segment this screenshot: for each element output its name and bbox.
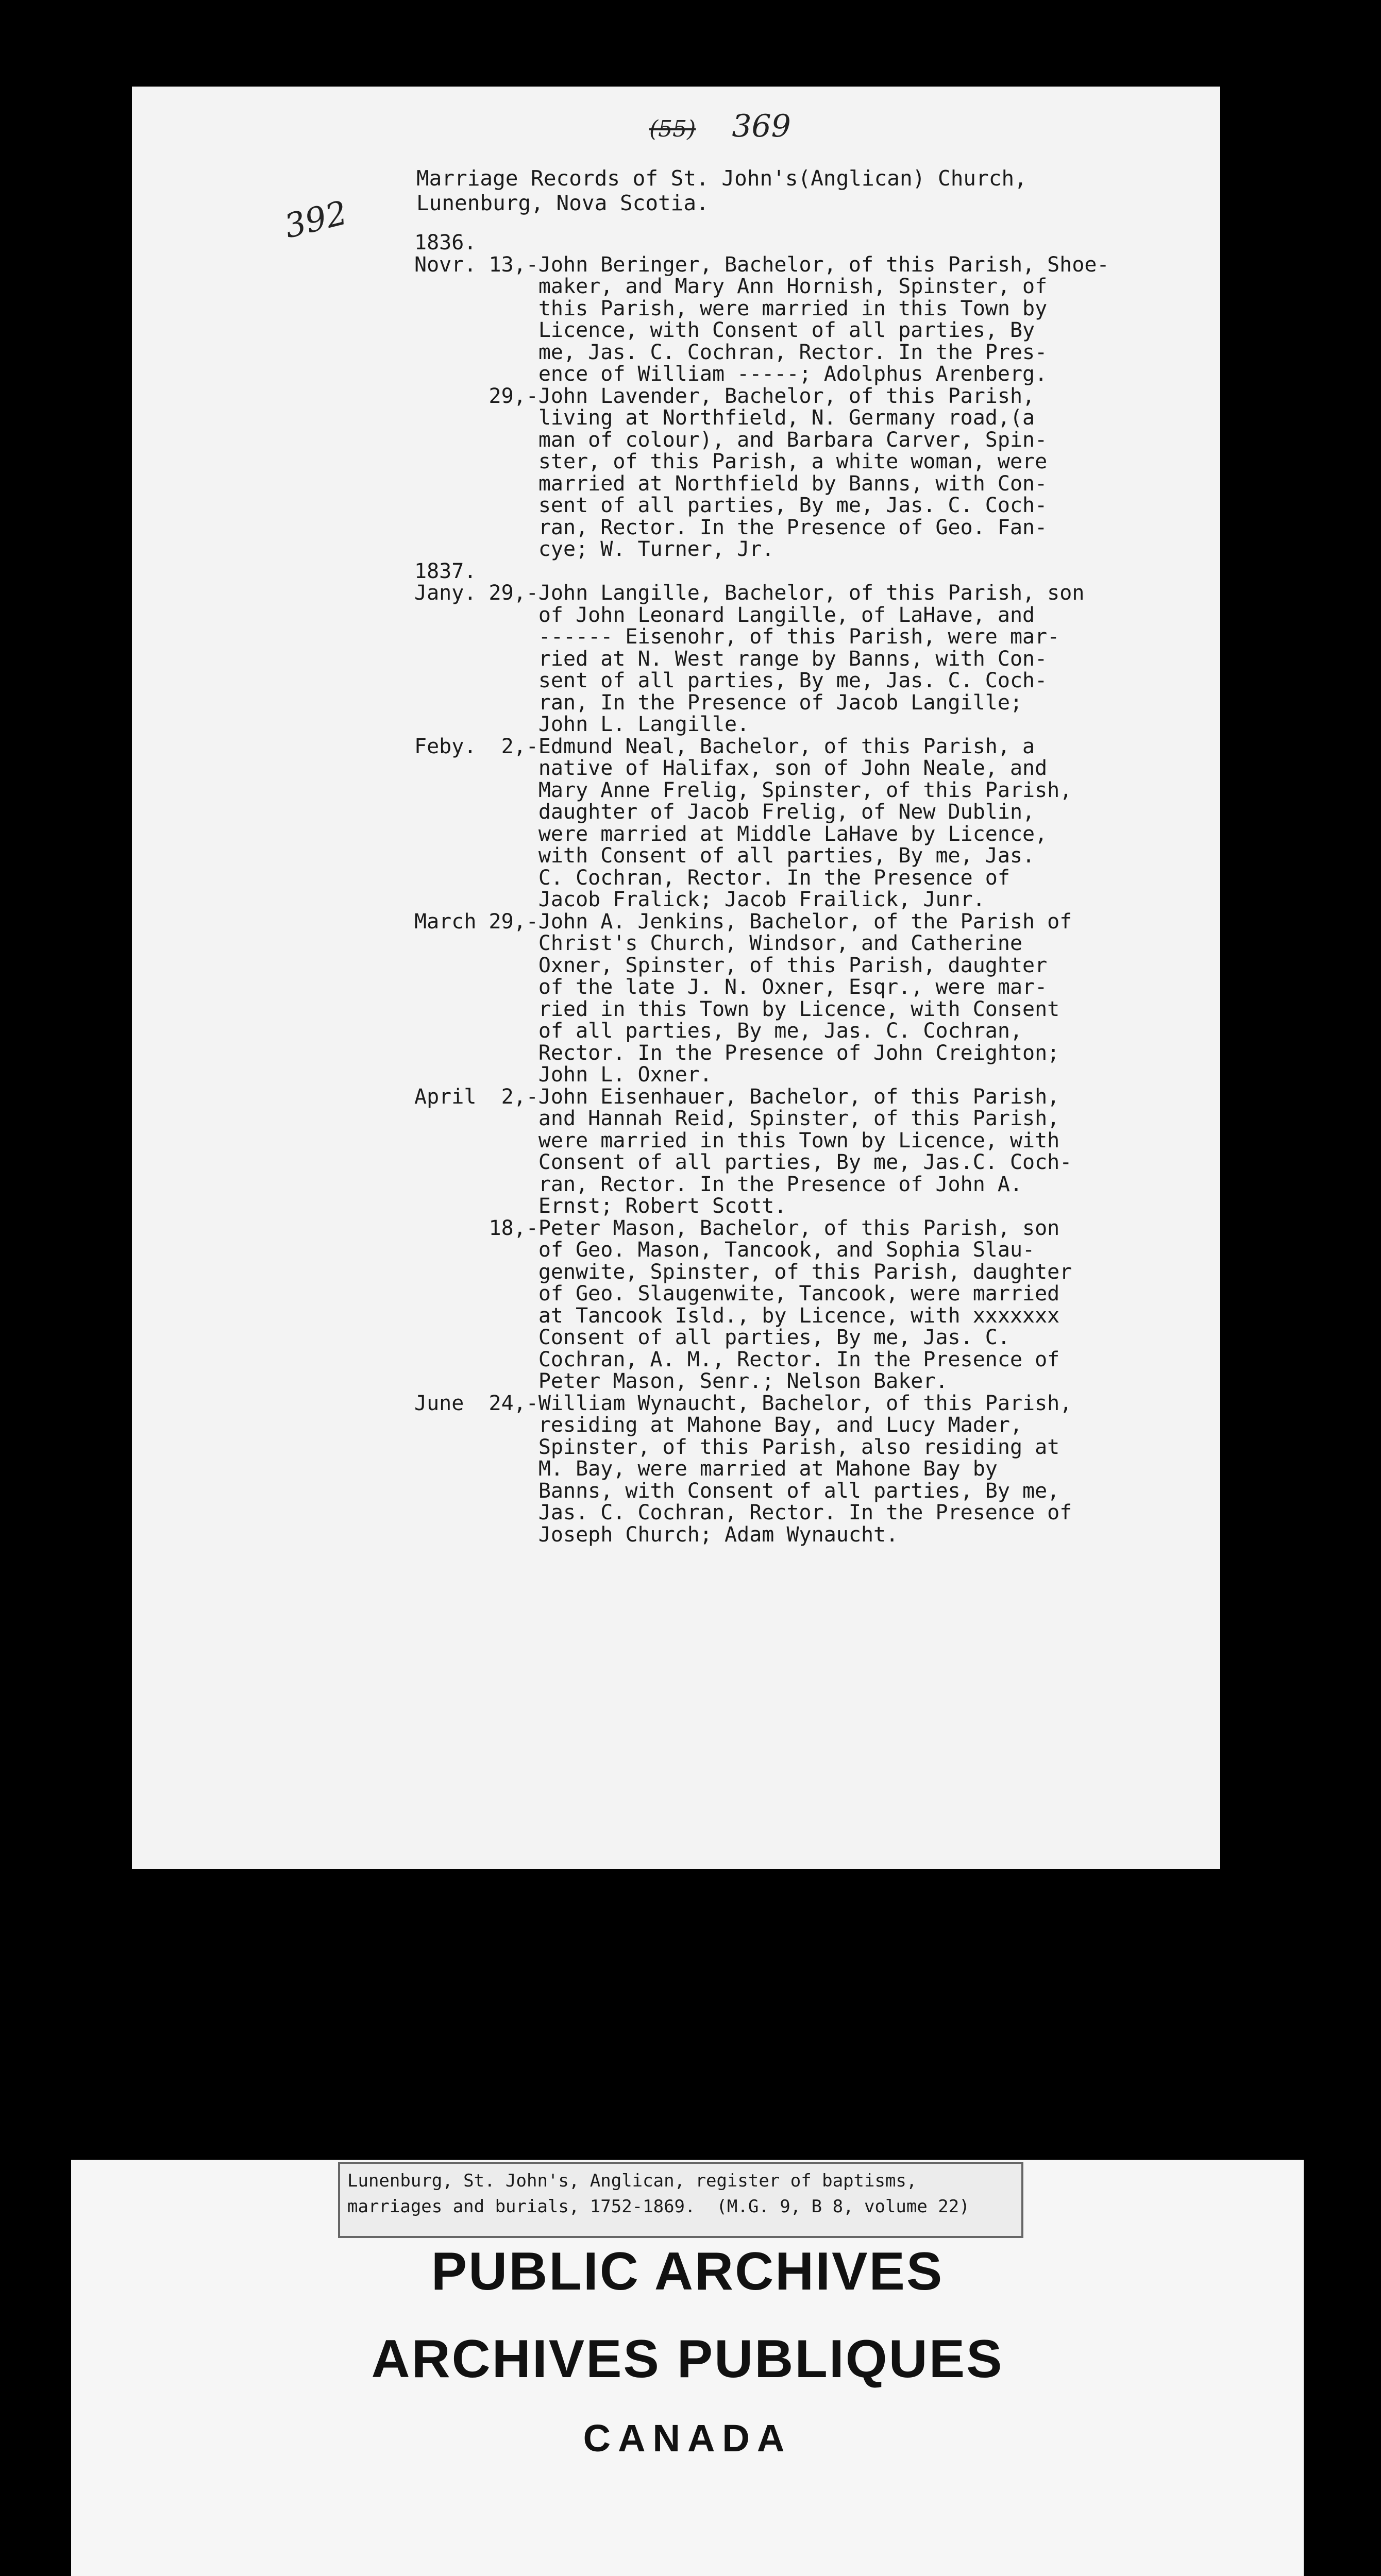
record-line: at Tancook Isld., by Licence, with xxxxxxx — [414, 1303, 1060, 1328]
record-line: of Geo. Slaugenwite, Tancook, were married — [414, 1282, 1060, 1306]
record-line: ried in this Town by Licence, with Consent — [414, 997, 1060, 1021]
struck-page-number: (55) — [649, 116, 696, 142]
record-line: were married at Middle LaHave by Licence, — [414, 822, 1048, 846]
handwritten-folio-number: 392 — [280, 194, 351, 246]
record-line: maker, and Mary Ann Hornish, Spinster, of — [414, 275, 1048, 298]
record-line: June 24,-William Wynaucht, Bachelor, of this Parish, — [414, 1391, 1072, 1415]
record-line: Christ's Church, Windsor, and Catherine — [414, 931, 1023, 955]
archive-name-french: ARCHIVES PUBLIQUES — [371, 2329, 1004, 2389]
record-line: Peter Mason, Senr.; Nelson Baker. — [414, 1369, 948, 1393]
record-line: 1837. — [414, 559, 477, 583]
record-line: John L. Langille. — [414, 713, 750, 736]
record-line: Jas. C. Cochran, Rector. In the Presence of — [414, 1501, 1072, 1524]
record-line: Jacob Fralick; Jacob Frailick, Junr. — [414, 888, 985, 911]
record-line: were married in this Town by Licence, with — [414, 1128, 1060, 1153]
page-number: 369 — [732, 108, 791, 144]
handwritten-page-number — [649, 108, 791, 144]
title-line-1: Marriage Records of St. John's(Anglican) Church, — [416, 166, 1027, 191]
citation-line-2: marriages and burials, 1752-1869. (M.G. 9, B 8, volume 22) — [347, 2196, 970, 2217]
record-line: daughter of Jacob Frelig, of New Dublin, — [414, 800, 1035, 824]
record-line: native of Halifax, son of John Neale, and — [414, 756, 1048, 780]
record-line: ster, of this Parish, a white woman, were — [414, 450, 1048, 473]
record-line: C. Cochran, Rector. In the Presence of — [414, 866, 1010, 890]
record-line: me, Jas. C. Cochran, Rector. In the Pres- — [414, 340, 1048, 364]
record-line: Consent of all parties, By me, Jas. C. — [414, 1326, 1010, 1349]
record-line: Cochran, A. M., Rector. In the Presence of — [414, 1347, 1060, 1371]
record-line: of the late J. N. Oxner, Esqr., were mar- — [414, 975, 1048, 999]
record-line: living at Northfield, N. Germany road,(a — [414, 406, 1035, 430]
record-line: married at Northfield by Banns, with Con- — [414, 471, 1048, 496]
record-line: residing at Mahone Bay, and Lucy Mader, — [414, 1413, 1023, 1437]
record-line: March 29,-John A. Jenkins, Bachelor, of the Parish of — [414, 909, 1072, 934]
record-line: sent of all parties, By me, Jas. C. Coch- — [414, 494, 1048, 517]
record-line: Novr. 13,-John Beringer, Bachelor, of this Parish, Shoe- — [414, 252, 1109, 277]
record-line: Joseph Church; Adam Wynaucht. — [414, 1522, 899, 1547]
record-line: of all parties, By me, Jas. C. Cochran, — [414, 1019, 1023, 1043]
record-line: Mary Anne Frelig, Spinster, of this Parish, — [414, 778, 1072, 802]
record-line: cye; W. Turner, Jr. — [414, 537, 774, 561]
record-line: Feby. 2,-Edmund Neal, Bachelor, of this Parish, a — [414, 734, 1035, 758]
record-line: Ernst; Robert Scott. — [414, 1194, 787, 1218]
record-line: 29,-John Lavender, Bachelor, of this Parish, — [414, 384, 1035, 408]
marriage-entries — [414, 232, 1109, 1546]
record-line: of John Leonard Langille, of LaHave, and — [414, 603, 1035, 627]
record-line: ------ Eisenohr, of this Parish, were mar- — [414, 625, 1060, 649]
record-line: M. Bay, were married at Mahone Bay by — [414, 1457, 998, 1481]
record-line: 18,-Peter Mason, Bachelor, of this Parish, son — [414, 1216, 1060, 1240]
title-line-2: Lunenburg, Nova Scotia. — [416, 191, 709, 215]
record-line: Banns, with Consent of all parties, By me, — [414, 1479, 1060, 1503]
archive-country: CANADA — [583, 2417, 792, 2460]
record-line: 1836. — [414, 231, 477, 255]
record-line: ran, In the Presence of Jacob Langille; — [414, 690, 1023, 715]
record-line: Jany. 29,-John Langille, Bachelor, of this Parish, son — [414, 581, 1085, 605]
record-line: ran, Rector. In the Presence of John A. — [414, 1172, 1023, 1196]
record-line: with Consent of all parties, By me, Jas. — [414, 844, 1035, 868]
record-line: Rector. In the Presence of John Creighton; — [414, 1041, 1060, 1065]
citation-line-1: Lunenburg, St. John's, Anglican, register of baptisms, — [347, 2171, 917, 2191]
record-line: this Parish, were married in this Town by — [414, 296, 1048, 320]
record-line: sent of all parties, By me, Jas. C. Coch- — [414, 669, 1048, 692]
register-citation-strip — [338, 2162, 1023, 2238]
record-line: ried at N. West range by Banns, with Con- — [414, 647, 1048, 671]
record-line: Licence, with Consent of all parties, By — [414, 318, 1035, 342]
record-line: ran, Rector. In the Presence of Geo. Fan- — [414, 515, 1048, 539]
record-line: genwite, Spinster, of this Parish, daughter — [414, 1260, 1072, 1284]
archive-name-english: PUBLIC ARCHIVES — [431, 2242, 944, 2301]
record-line: John L. Oxner. — [414, 1063, 712, 1087]
record-line: Consent of all parties, By me, Jas.C. Coch- — [414, 1150, 1072, 1174]
record-line: Oxner, Spinster, of this Parish, daughter — [414, 953, 1048, 977]
record-line: Spinster, of this Parish, also residing at — [414, 1435, 1060, 1459]
record-line: and Hannah Reid, Spinster, of this Parish, — [414, 1107, 1060, 1130]
record-line: ence of William -----; Adolphus Arenberg. — [414, 362, 1048, 386]
record-line: of Geo. Mason, Tancook, and Sophia Slau- — [414, 1238, 1035, 1262]
record-line: man of colour), and Barbara Carver, Spin- — [414, 428, 1048, 452]
record-line: April 2,-John Eisenhauer, Bachelor, of this Parish, — [414, 1084, 1060, 1109]
document-title — [416, 166, 1027, 215]
